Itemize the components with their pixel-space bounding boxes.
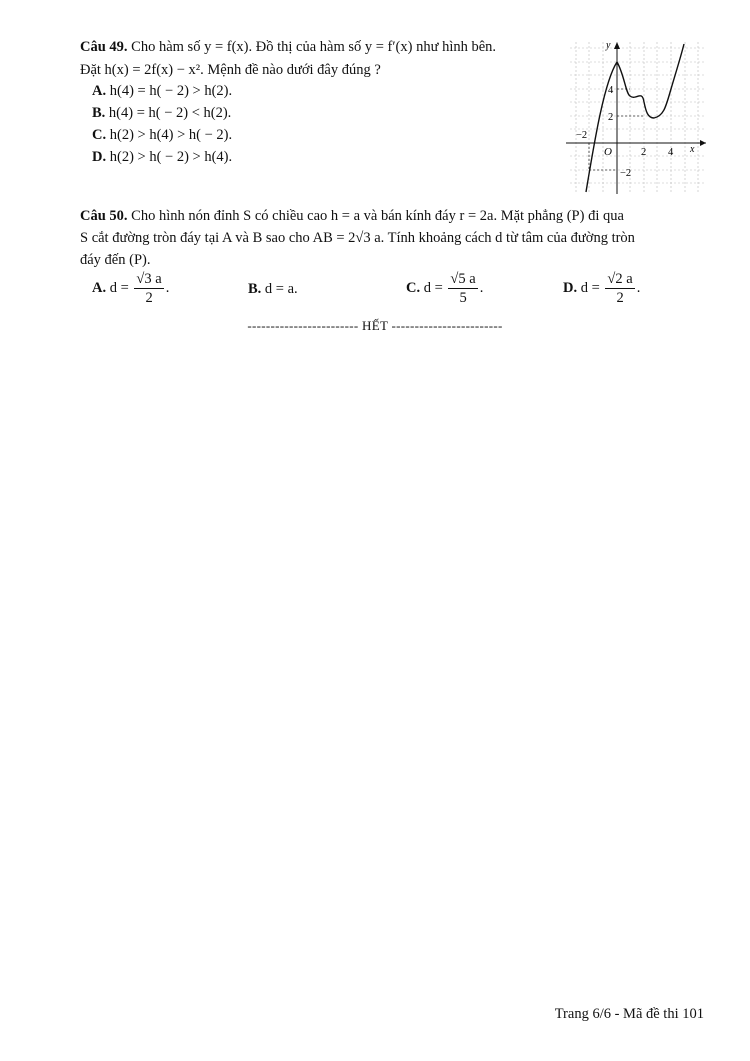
q50-line3: đáy đến (P). [80,252,151,268]
origin-label: O [604,146,612,158]
q50-option-c-numerator: √5 a [450,271,476,287]
q50-option-d: D. d = $\frac{√2 a}{2}$ . [563,271,641,306]
q49-option-b-text: h(4) = h( − 2) < h(2). [108,105,232,121]
tick-x2: 2 [641,147,647,158]
q50-option-c-denominator: 5 [459,290,467,306]
q50-label: Câu 50. [80,208,128,224]
q49-option-a-key: A [92,83,103,99]
q49-option-a: A. h(4) = h( − 2) > h(2). [92,83,233,99]
q50-option-a: A. d = $\frac{√3 a}{2}$ . [92,271,170,306]
q50-option-b-text: d = a. [264,281,298,297]
q49-label: Câu 49. [80,39,128,55]
q50-line1 [80,205,624,227]
q50-option-a-numerator: √3 a [136,271,162,287]
q49-option-d-text: h(2) > h( − 2) > h(4). [109,149,233,165]
q50-option-c-fraction [448,270,477,307]
q49-option-a-text: h(4) = h( − 2) > h(2). [109,83,233,99]
q49-option-c-key: C [92,127,103,143]
q50-option-b-key: B [248,281,258,297]
q49-option-c: C. h(2) > h(4) > h( − 2). [92,127,233,143]
q50-option-d-numerator: √2 a [607,271,633,287]
q50-option-a-prefix: d = [109,279,129,296]
q50-option-a-fraction [134,270,163,307]
q49-option-c-text: h(2) > h(4) > h( − 2). [109,127,233,143]
q50-option-d-prefix: d = [580,279,600,296]
q50-option-b: B. d = a. [248,281,298,297]
q50-text1: Cho hình nón đỉnh S có chiều cao h = a và bán kính đáy r = 2a. Mặt phẳng (P) đi qua [131,208,624,224]
q49-option-d-key: D [92,149,103,165]
tick-y4: 4 [608,85,614,96]
tick-y2: 2 [608,112,614,123]
derivative-graph [566,34,710,196]
q49-line2: Đặt h(x) = 2f(x) − x². Mệnh đề nào dưới đây đúng ? [80,62,381,78]
page-footer: Trang 6/6 - Mã đề thi 101 [554,1006,704,1022]
tick-yneg2: −2 [620,168,632,179]
tick-xneg2: −2 [576,130,588,141]
q50-option-c: C. d = $\frac{√5 a}{5}$ . [406,271,484,306]
q49-text1: Cho hàm số y = f(x). Đồ thị của hàm số y = f′(x) như hình bên. [131,39,497,55]
q50-option-d-key: D [563,279,574,296]
q50-option-a-denominator: 2 [145,290,153,306]
y-axis-arrow [614,42,620,49]
q50-option-c-key: C [406,279,417,296]
q49-option-b: B. h(4) = h( − 2) < h(2). [92,105,232,121]
end-marker: ------------------------ HẾT ------------------------ [247,318,503,333]
q49-line1 [80,36,496,58]
q50-option-d-denominator: 2 [616,290,624,306]
x-axis-arrow [700,140,706,146]
tick-x4: 4 [668,147,674,158]
q50-option-d-fraction [605,270,634,307]
y-axis-label: y [606,40,611,51]
x-axis-label: x [690,144,695,155]
q50-option-a-key: A [92,279,103,296]
q50-line2: S cắt đường tròn đáy tại A và B sao cho AB = 2√3 a. Tính khoảng cách d từ tâm của đường tròn [80,230,635,246]
q49-option-b-key: B [92,105,102,121]
q49-option-d: D. h(2) > h( − 2) > h(4). [92,149,233,165]
q50-option-c-prefix: d = [423,279,443,296]
